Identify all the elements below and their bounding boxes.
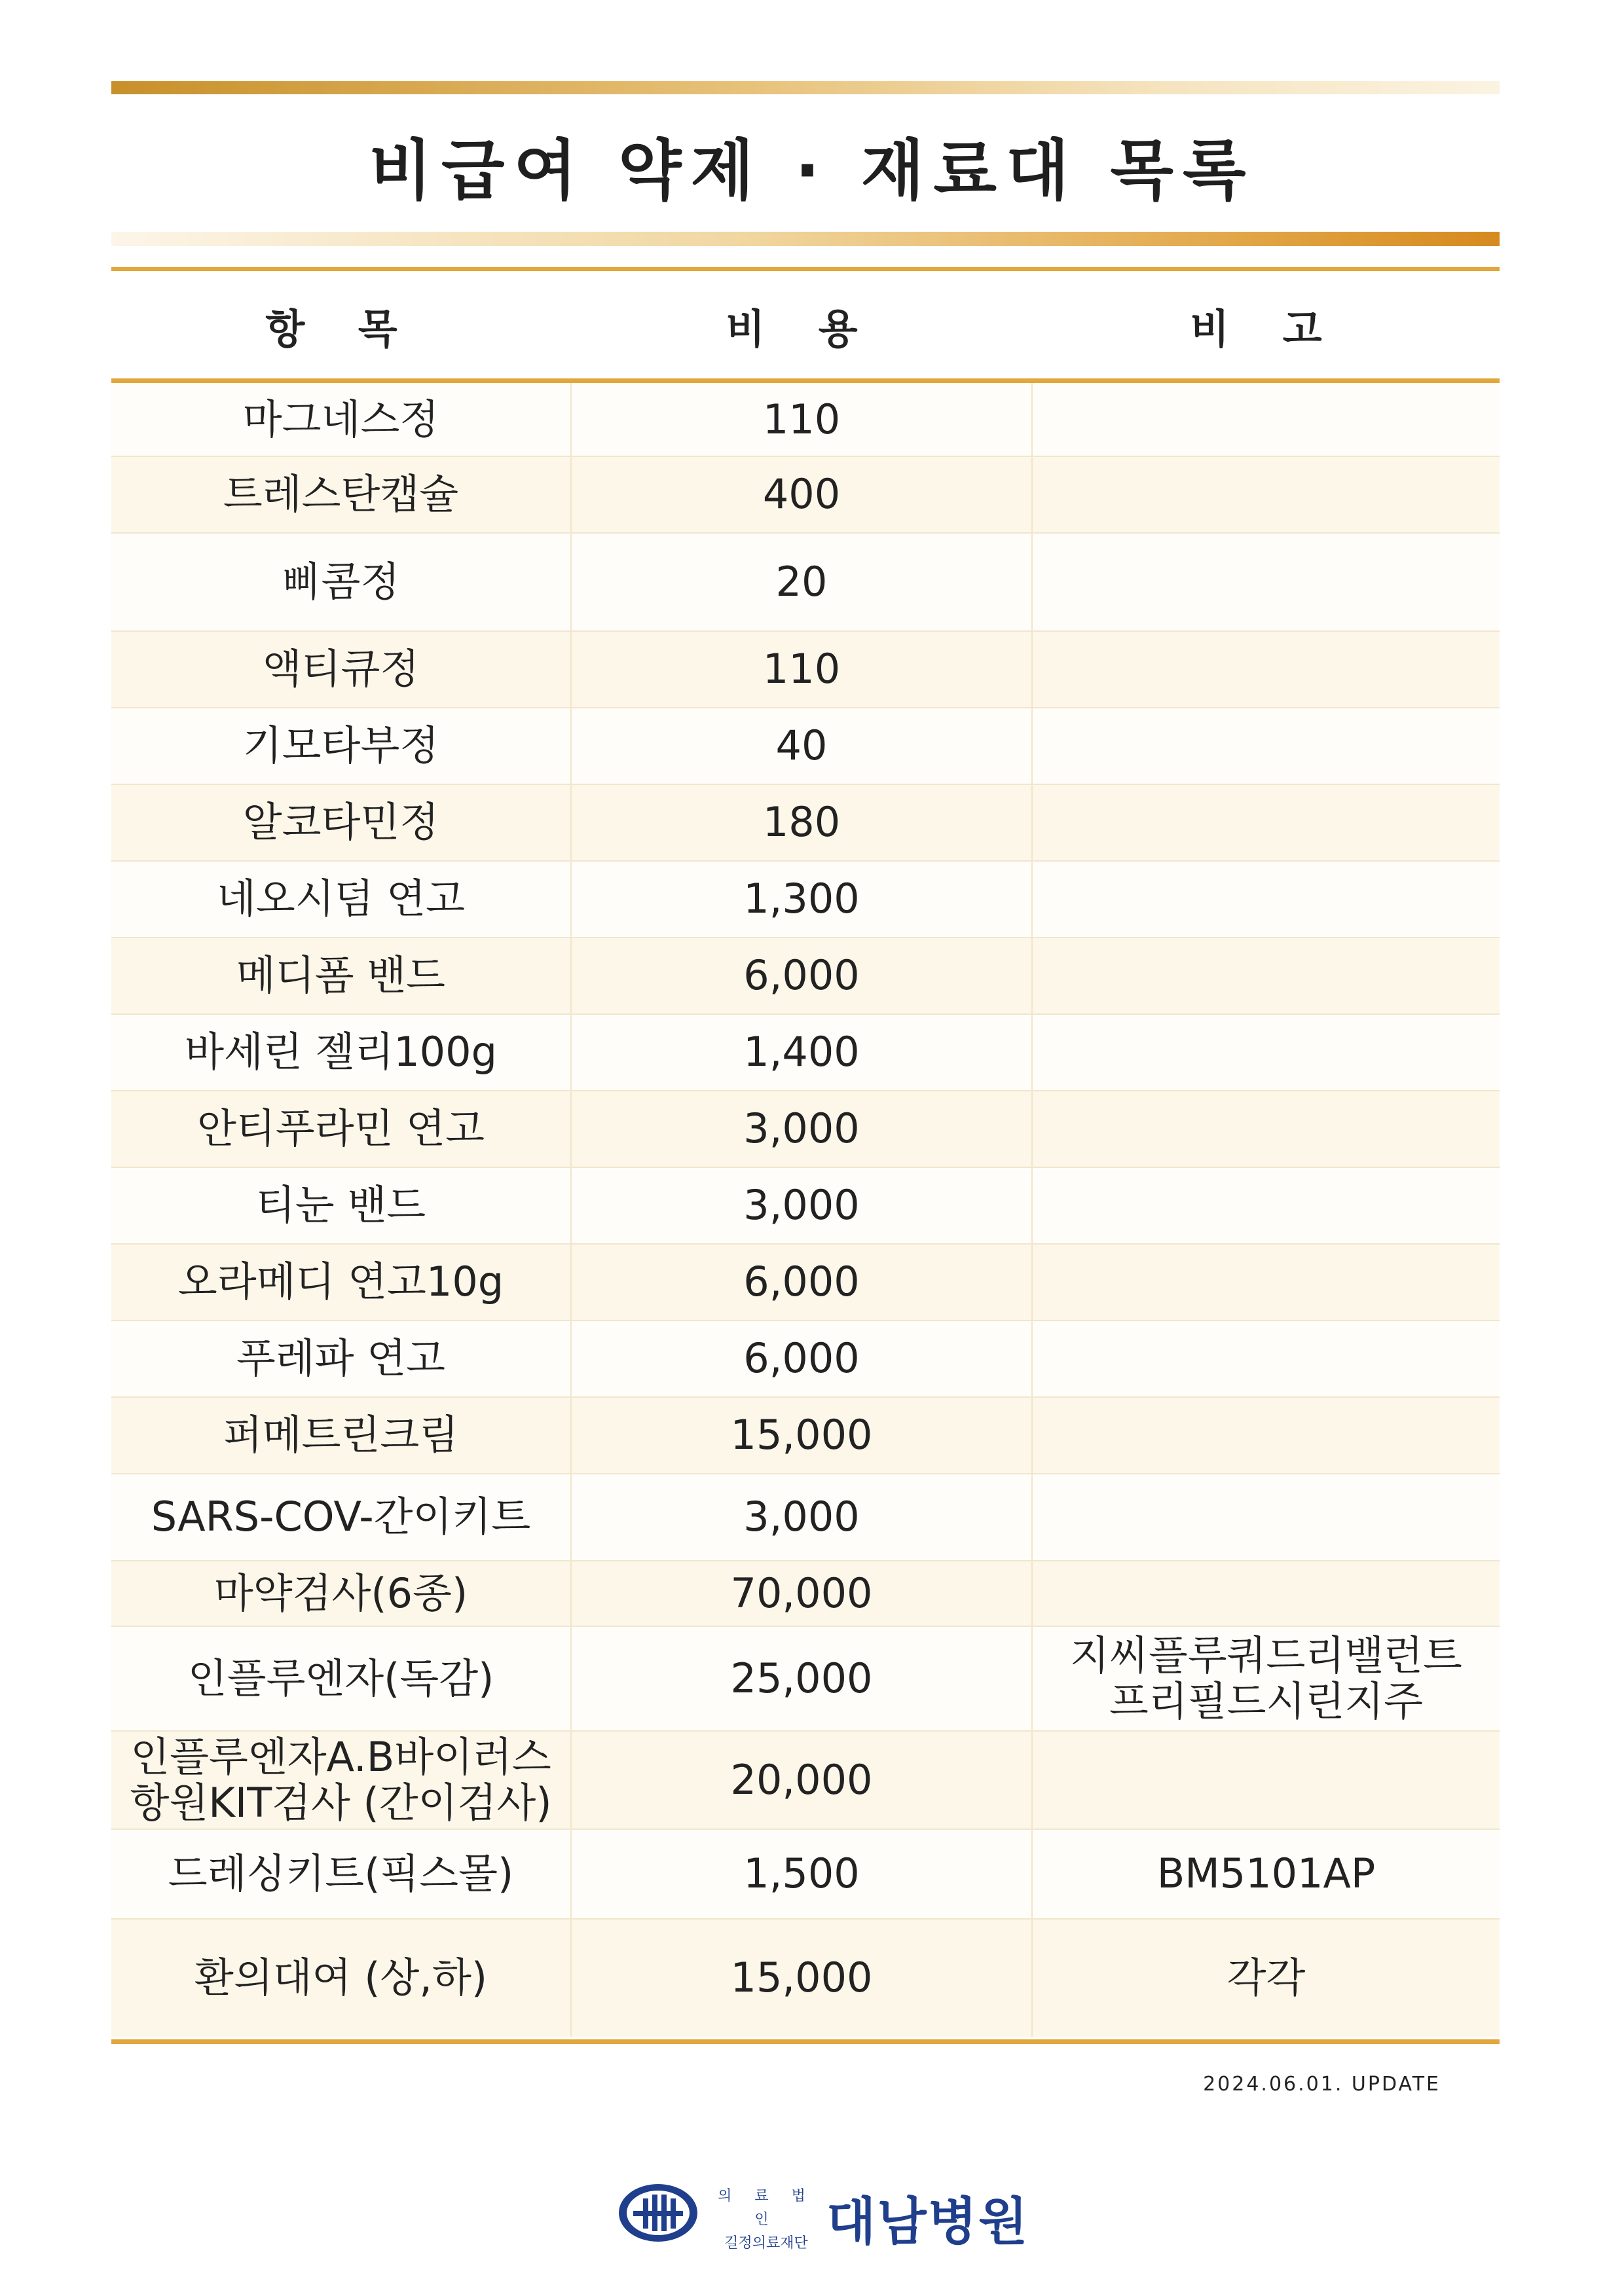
table-row (111, 1091, 1500, 1167)
cell-cost: 3,000 (571, 1091, 1032, 1167)
cell-note (1032, 861, 1500, 938)
table-row (111, 1474, 1500, 1561)
cell-item: 바세린 젤리100g (111, 1014, 571, 1091)
cell-cost: 180 (571, 784, 1032, 861)
table-row (111, 708, 1500, 784)
cell-note (1032, 1397, 1500, 1474)
update-date: 2024.06.01. UPDATE (1203, 2073, 1441, 2096)
table-row (111, 1321, 1500, 1397)
table-row (111, 938, 1500, 1014)
top-gold-band (111, 81, 1500, 94)
cell-item: 푸레파 연고 (111, 1321, 571, 1397)
table-row (111, 861, 1500, 938)
cell-cost: 25,000 (571, 1626, 1032, 1731)
page-title: 비급여 약제 · 재료대 목록 (369, 132, 1255, 209)
cell-cost: 6,000 (571, 1244, 1032, 1321)
table-row (111, 784, 1500, 861)
cell-note (1032, 533, 1500, 631)
cell-cost: 6,000 (571, 938, 1032, 1014)
cell-cost: 6,000 (571, 1321, 1032, 1397)
table-row (111, 1167, 1500, 1244)
cell-cost: 400 (571, 456, 1032, 533)
cell-cost: 20 (571, 533, 1032, 631)
cell-cost: 3,000 (571, 1167, 1032, 1244)
cell-cost: 15,000 (571, 1397, 1032, 1474)
cell-note (1032, 938, 1500, 1014)
cell-item: 트레스탄캡슐 (111, 456, 571, 533)
cell-note (1032, 784, 1500, 861)
cell-cost: 110 (571, 631, 1032, 708)
table-row (111, 1244, 1500, 1321)
cell-cost: 1,400 (571, 1014, 1032, 1091)
hospital-emblem-icon (616, 2180, 701, 2246)
table-row (111, 381, 1500, 456)
cell-cost: 110 (571, 381, 1032, 456)
cell-item: 인플루엔자A.B바이러스 항원KIT검사 (간이검사) (111, 1731, 571, 1829)
org-line-1: 의 료 법 인 (718, 2188, 815, 2228)
cell-cost: 1,500 (571, 1829, 1032, 1919)
cell-item: 삐콤정 (111, 533, 571, 631)
cell-item: 오라메디 연고10g (111, 1244, 571, 1321)
table-row (111, 533, 1500, 631)
table-row (111, 1626, 1500, 1731)
cell-note: 각각 (1032, 1919, 1500, 2037)
header-cost: 비 용 (571, 272, 1032, 381)
table-row (111, 631, 1500, 708)
cell-cost: 15,000 (571, 1919, 1032, 2037)
table-row (111, 1829, 1500, 1919)
cell-note (1032, 708, 1500, 784)
cell-note (1032, 1244, 1500, 1321)
header-item: 항 목 (111, 272, 571, 381)
header-note: 비 고 (1032, 272, 1500, 381)
hospital-logo-footer (616, 2177, 1087, 2249)
cell-note: 지씨플루쿼드리밸런트 프리필드시린지주 (1032, 1626, 1500, 1731)
cell-item: 퍼메트린크림 (111, 1397, 571, 1474)
org-line-2: 길정의료재단 (724, 2235, 808, 2251)
cell-note (1032, 1321, 1500, 1397)
table-row (111, 1014, 1500, 1091)
cell-note: BM5101AP (1032, 1829, 1500, 1919)
table-bottom-rule (111, 2039, 1500, 2044)
table-row (111, 1561, 1500, 1626)
cell-item: 메디폼 밴드 (111, 938, 571, 1014)
cell-note (1032, 1561, 1500, 1626)
cell-cost: 20,000 (571, 1731, 1032, 1829)
cell-item: 액티큐정 (111, 631, 571, 708)
cell-cost: 1,300 (571, 861, 1032, 938)
cell-note (1032, 1091, 1500, 1167)
cell-note (1032, 1474, 1500, 1561)
cell-note (1032, 456, 1500, 533)
table-row (111, 1731, 1500, 1829)
cell-note (1032, 1731, 1500, 1829)
hospital-name: 대남병원 (826, 2193, 1029, 2251)
title-underline-band (111, 232, 1500, 246)
table-top-rule (111, 267, 1500, 271)
cell-cost: 70,000 (571, 1561, 1032, 1626)
cell-item: 마약검사(6종) (111, 1561, 571, 1626)
cell-item: 티눈 밴드 (111, 1167, 571, 1244)
table-header-row (111, 272, 1500, 381)
cell-item: 안티푸라민 연고 (111, 1091, 571, 1167)
cell-note (1032, 631, 1500, 708)
cell-note (1032, 1014, 1500, 1091)
cell-cost: 40 (571, 708, 1032, 784)
table-row (111, 1919, 1500, 2037)
cell-item: 환의대여 (상,하) (111, 1919, 571, 2037)
cell-item: 알코타민정 (111, 784, 571, 861)
price-table (111, 272, 1500, 2037)
cell-item: 기모타부정 (111, 708, 571, 784)
table-row (111, 456, 1500, 533)
cell-item: 드레싱키트(픽스몰) (111, 1829, 571, 1919)
cell-item: 마그네스정 (111, 381, 571, 456)
cell-item: 네오시덤 연고 (111, 861, 571, 938)
foundation-name (710, 2185, 822, 2255)
cell-item: SARS-COV-간이키트 (111, 1474, 571, 1561)
cell-cost: 3,000 (571, 1474, 1032, 1561)
table-row (111, 1397, 1500, 1474)
cell-note (1032, 1167, 1500, 1244)
cell-note (1032, 381, 1500, 456)
cell-item: 인플루엔자(독감) (111, 1626, 571, 1731)
